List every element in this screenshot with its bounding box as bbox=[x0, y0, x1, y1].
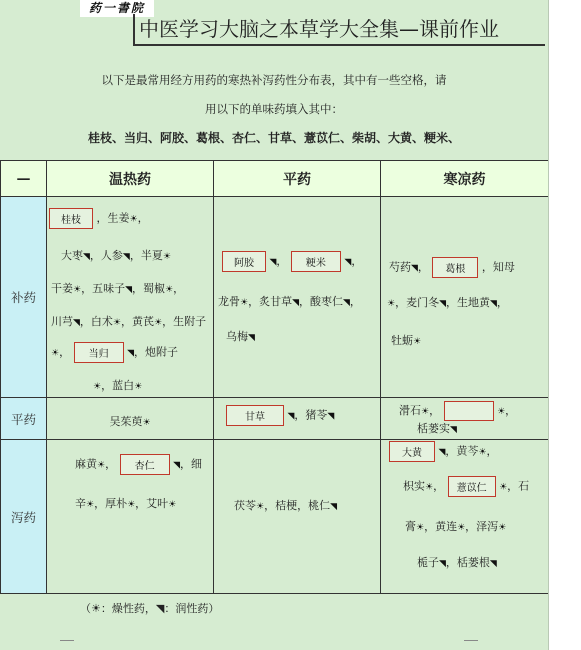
page-corner-mark bbox=[60, 640, 74, 641]
herb-text: ，黄芪 bbox=[121, 315, 154, 328]
row-header-purge: 泻药 bbox=[1, 440, 47, 594]
filled-answer-box: 葛根 bbox=[432, 257, 478, 278]
dry-mark-icon: ☀ bbox=[416, 523, 425, 533]
herb-text: ，栝蒌根 bbox=[445, 556, 490, 569]
herb-text: 辛 bbox=[75, 497, 86, 510]
row-header-tonify: 补药 bbox=[1, 197, 47, 398]
moist-mark-icon: ◥ bbox=[490, 299, 497, 309]
herb-text: ，酸枣仁 bbox=[299, 295, 343, 308]
cell-neutral-warm bbox=[47, 398, 214, 440]
herb-text: 川芎 bbox=[51, 315, 73, 328]
column-header-warm: 温热药 bbox=[47, 161, 214, 197]
column-header-cold: 寒凉药 bbox=[381, 161, 549, 197]
moist-mark-icon: ◥ bbox=[439, 559, 446, 569]
cell-neutral-cold: 滑石☀， ☀， 栝蒌实◥ bbox=[381, 398, 549, 440]
moist-mark-icon: ◥ bbox=[83, 252, 90, 262]
dry-mark-icon: ☀ bbox=[498, 523, 507, 533]
herb-text: ，黄连 bbox=[424, 520, 458, 533]
dry-mark-icon: ☀ bbox=[413, 337, 422, 347]
filled-answer-box: 阿胶 bbox=[222, 251, 266, 272]
herb-text: 栝蒌实 bbox=[417, 422, 450, 435]
moist-mark-icon: ◥ bbox=[248, 333, 255, 343]
herb-text: 干姜 bbox=[51, 282, 73, 295]
dry-mark-icon: ☀ bbox=[129, 214, 138, 225]
moist-mark-icon: ◥ bbox=[122, 252, 130, 262]
moist-mark-icon: ◥ bbox=[343, 298, 350, 308]
dry-mark-icon: ☀ bbox=[86, 500, 95, 510]
moist-mark-icon: ◥ bbox=[287, 411, 295, 422]
filled-answer-box: 当归 bbox=[74, 342, 124, 363]
brand-logo: 药一書院 bbox=[80, 0, 154, 17]
herb-text: ，白术 bbox=[79, 315, 113, 328]
herb-text: ，桔梗，桃仁 bbox=[264, 499, 331, 512]
herb-text: 栀子 bbox=[417, 556, 439, 569]
herb-text: ，炮附子 bbox=[134, 345, 178, 359]
herb-text: 龙骨 bbox=[218, 295, 240, 308]
herb-text: ，细 bbox=[180, 457, 202, 471]
cell-purge-neutral bbox=[214, 440, 381, 594]
herb-text: ，泽泻 bbox=[465, 520, 499, 533]
moist-mark-icon: ◥ bbox=[439, 299, 446, 309]
dry-mark-icon: ☀ bbox=[165, 285, 174, 295]
row-header-neutral: 平药 bbox=[1, 398, 47, 440]
table-corner: — bbox=[1, 161, 47, 197]
herb-text: ， bbox=[349, 295, 361, 308]
blank-answer-box[interactable] bbox=[444, 401, 494, 421]
herb-text: ，艾叶 bbox=[135, 497, 169, 510]
cell-tonify-cold: 芍药◥， 葛根 ，知母 ☀，麦门冬◥，生地黄◥， 牡蛎☀ bbox=[381, 197, 549, 398]
cell-neutral-neutral bbox=[214, 398, 381, 440]
dry-mark-icon: ☀ bbox=[240, 298, 249, 308]
column-header-neutral: 平药 bbox=[214, 161, 381, 197]
dry-mark-icon: ☀ bbox=[51, 348, 60, 359]
herb-text: ，五味子 bbox=[81, 282, 126, 295]
dry-mark-icon: ☀ bbox=[168, 500, 177, 510]
herb-text: 大枣 bbox=[61, 249, 83, 262]
dry-mark-icon: ☀ bbox=[425, 482, 434, 493]
herb-text: 枳实 bbox=[403, 479, 425, 493]
moist-mark-icon: ◥ bbox=[269, 257, 277, 268]
filled-answer-box: 薏苡仁 bbox=[448, 476, 496, 497]
page-title: 中医学习大脑之本草学大全集—课前作业 bbox=[133, 14, 545, 46]
herb-text: 膏 bbox=[405, 520, 416, 533]
dry-mark-icon: ☀ bbox=[457, 523, 466, 533]
moist-mark-icon: ◥ bbox=[344, 257, 352, 268]
herb-word-bank: 桂枝、当归、阿胶、葛根、杏仁、甘草、薏苡仁、柴胡、大黄、粳米、 bbox=[87, 131, 460, 145]
dry-mark-icon: ☀ bbox=[93, 382, 102, 392]
herb-text: 乌梅 bbox=[226, 330, 248, 343]
filled-answer-box: 粳米 bbox=[291, 251, 341, 272]
filled-answer-box: 桂枝 bbox=[49, 208, 93, 229]
herb-text: ，麦门冬 bbox=[395, 296, 440, 309]
herb-text: ，知母 bbox=[481, 260, 515, 274]
herb-text: 麻黄 bbox=[75, 457, 97, 471]
filled-answer-box: 大黄 bbox=[389, 441, 435, 462]
dry-mark-icon: ☀ bbox=[73, 285, 82, 295]
herb-text: ，人参 bbox=[89, 249, 123, 262]
herb-text: ，生附子 bbox=[162, 315, 207, 328]
dry-mark-icon: ☀ bbox=[256, 502, 265, 512]
herb-text: 牡蛎 bbox=[391, 334, 413, 347]
dry-mark-icon: ☀ bbox=[478, 447, 487, 458]
dry-mark-icon: ☀ bbox=[142, 418, 151, 428]
moist-mark-icon: ◥ bbox=[292, 298, 299, 308]
moist-mark-icon: ◥ bbox=[125, 285, 132, 295]
herb-text: ，猪苓 bbox=[294, 408, 328, 422]
herb-text: ，生姜 bbox=[96, 211, 130, 225]
moist-mark-icon: ◥ bbox=[173, 460, 180, 471]
dry-mark-icon: ☀ bbox=[112, 318, 121, 328]
dry-mark-icon: ☀ bbox=[154, 318, 163, 328]
intro-line-2: 用以下的单味药填入其中： bbox=[205, 102, 343, 116]
property-table bbox=[0, 160, 549, 594]
dry-mark-icon: ☀ bbox=[127, 500, 136, 510]
herb-text: 滑石 bbox=[399, 404, 421, 417]
herb-text: 芍药 bbox=[389, 260, 411, 274]
dry-mark-icon: ☀ bbox=[97, 460, 106, 471]
cell-purge-cold: 大黄 ◥，黄芩☀， 枳实☀， 薏苡仁 ☀，石 膏☀，黄连☀，泽泻☀ 栀子◥，栝蒌根◥ bbox=[381, 440, 549, 594]
herb-text: 吴茱萸 bbox=[109, 415, 143, 428]
dry-mark-icon: ☀ bbox=[162, 252, 171, 262]
dry-mark-icon: ☀ bbox=[421, 407, 430, 417]
filled-answer-box: 杏仁 bbox=[120, 454, 170, 475]
intro-line-1: 以下是最常用经方用药的寒热补泻药性分布表，其中有一些空格，请 bbox=[101, 73, 447, 87]
page-corner-mark bbox=[464, 640, 478, 641]
window-gutter bbox=[548, 0, 581, 650]
dry-mark-icon: ☀ bbox=[134, 382, 143, 392]
moist-mark-icon: ◥ bbox=[438, 447, 446, 458]
herb-text: 茯苓 bbox=[234, 499, 256, 512]
filled-answer-box: 甘草 bbox=[226, 405, 284, 426]
moist-mark-icon: ◥ bbox=[411, 263, 418, 274]
herb-text: ，炙甘草 bbox=[248, 295, 293, 308]
herb-text: ，蓝白 bbox=[101, 379, 135, 392]
moist-mark-icon: ◥ bbox=[489, 559, 497, 569]
dry-mark-icon: ☀ bbox=[497, 407, 506, 417]
cell-purge-warm: 麻黄☀， 杏仁 ◥，细 辛☀，厚朴☀，艾叶☀ bbox=[47, 440, 214, 594]
herb-text: ，生地黄 bbox=[446, 296, 490, 309]
herb-text: ，半夏 bbox=[129, 249, 163, 262]
moist-mark-icon: ◥ bbox=[450, 425, 457, 435]
moist-mark-icon: ◥ bbox=[73, 318, 80, 328]
herb-text: ，厚朴 bbox=[94, 497, 128, 510]
herb-text: ， bbox=[137, 211, 149, 225]
herb-text: ，蜀椒 bbox=[132, 282, 165, 295]
cell-tonify-neutral: 阿胶 ◥， 粳米 ◥， 龙骨☀，炙甘草◥，酸枣仁◥， 乌梅◥ bbox=[214, 197, 381, 398]
herb-text: ，石 bbox=[507, 479, 530, 493]
dry-mark-icon: ☀ bbox=[387, 299, 396, 309]
herb-text: ，黄芩 bbox=[445, 444, 479, 458]
moist-mark-icon: ◥ bbox=[330, 502, 337, 512]
cell-tonify-warm: 桂枝 ，生姜☀， 大枣◥，人参◥，半夏☀ 干姜☀，五味子◥，蜀椒☀， 川芎◥，白术☀，黄芪☀，生附子 ☀， 当归 ◥，炮附子 ☀，蓝白☀ bbox=[47, 197, 214, 398]
legend-footnote: （☀：燥性药，◥：润性药） bbox=[80, 602, 220, 615]
moist-mark-icon: ◥ bbox=[127, 348, 134, 359]
herb-text: ， bbox=[173, 282, 185, 295]
herb-text: ， bbox=[486, 444, 498, 458]
dry-mark-icon: ☀ bbox=[499, 482, 508, 493]
moist-mark-icon: ◥ bbox=[327, 411, 335, 422]
